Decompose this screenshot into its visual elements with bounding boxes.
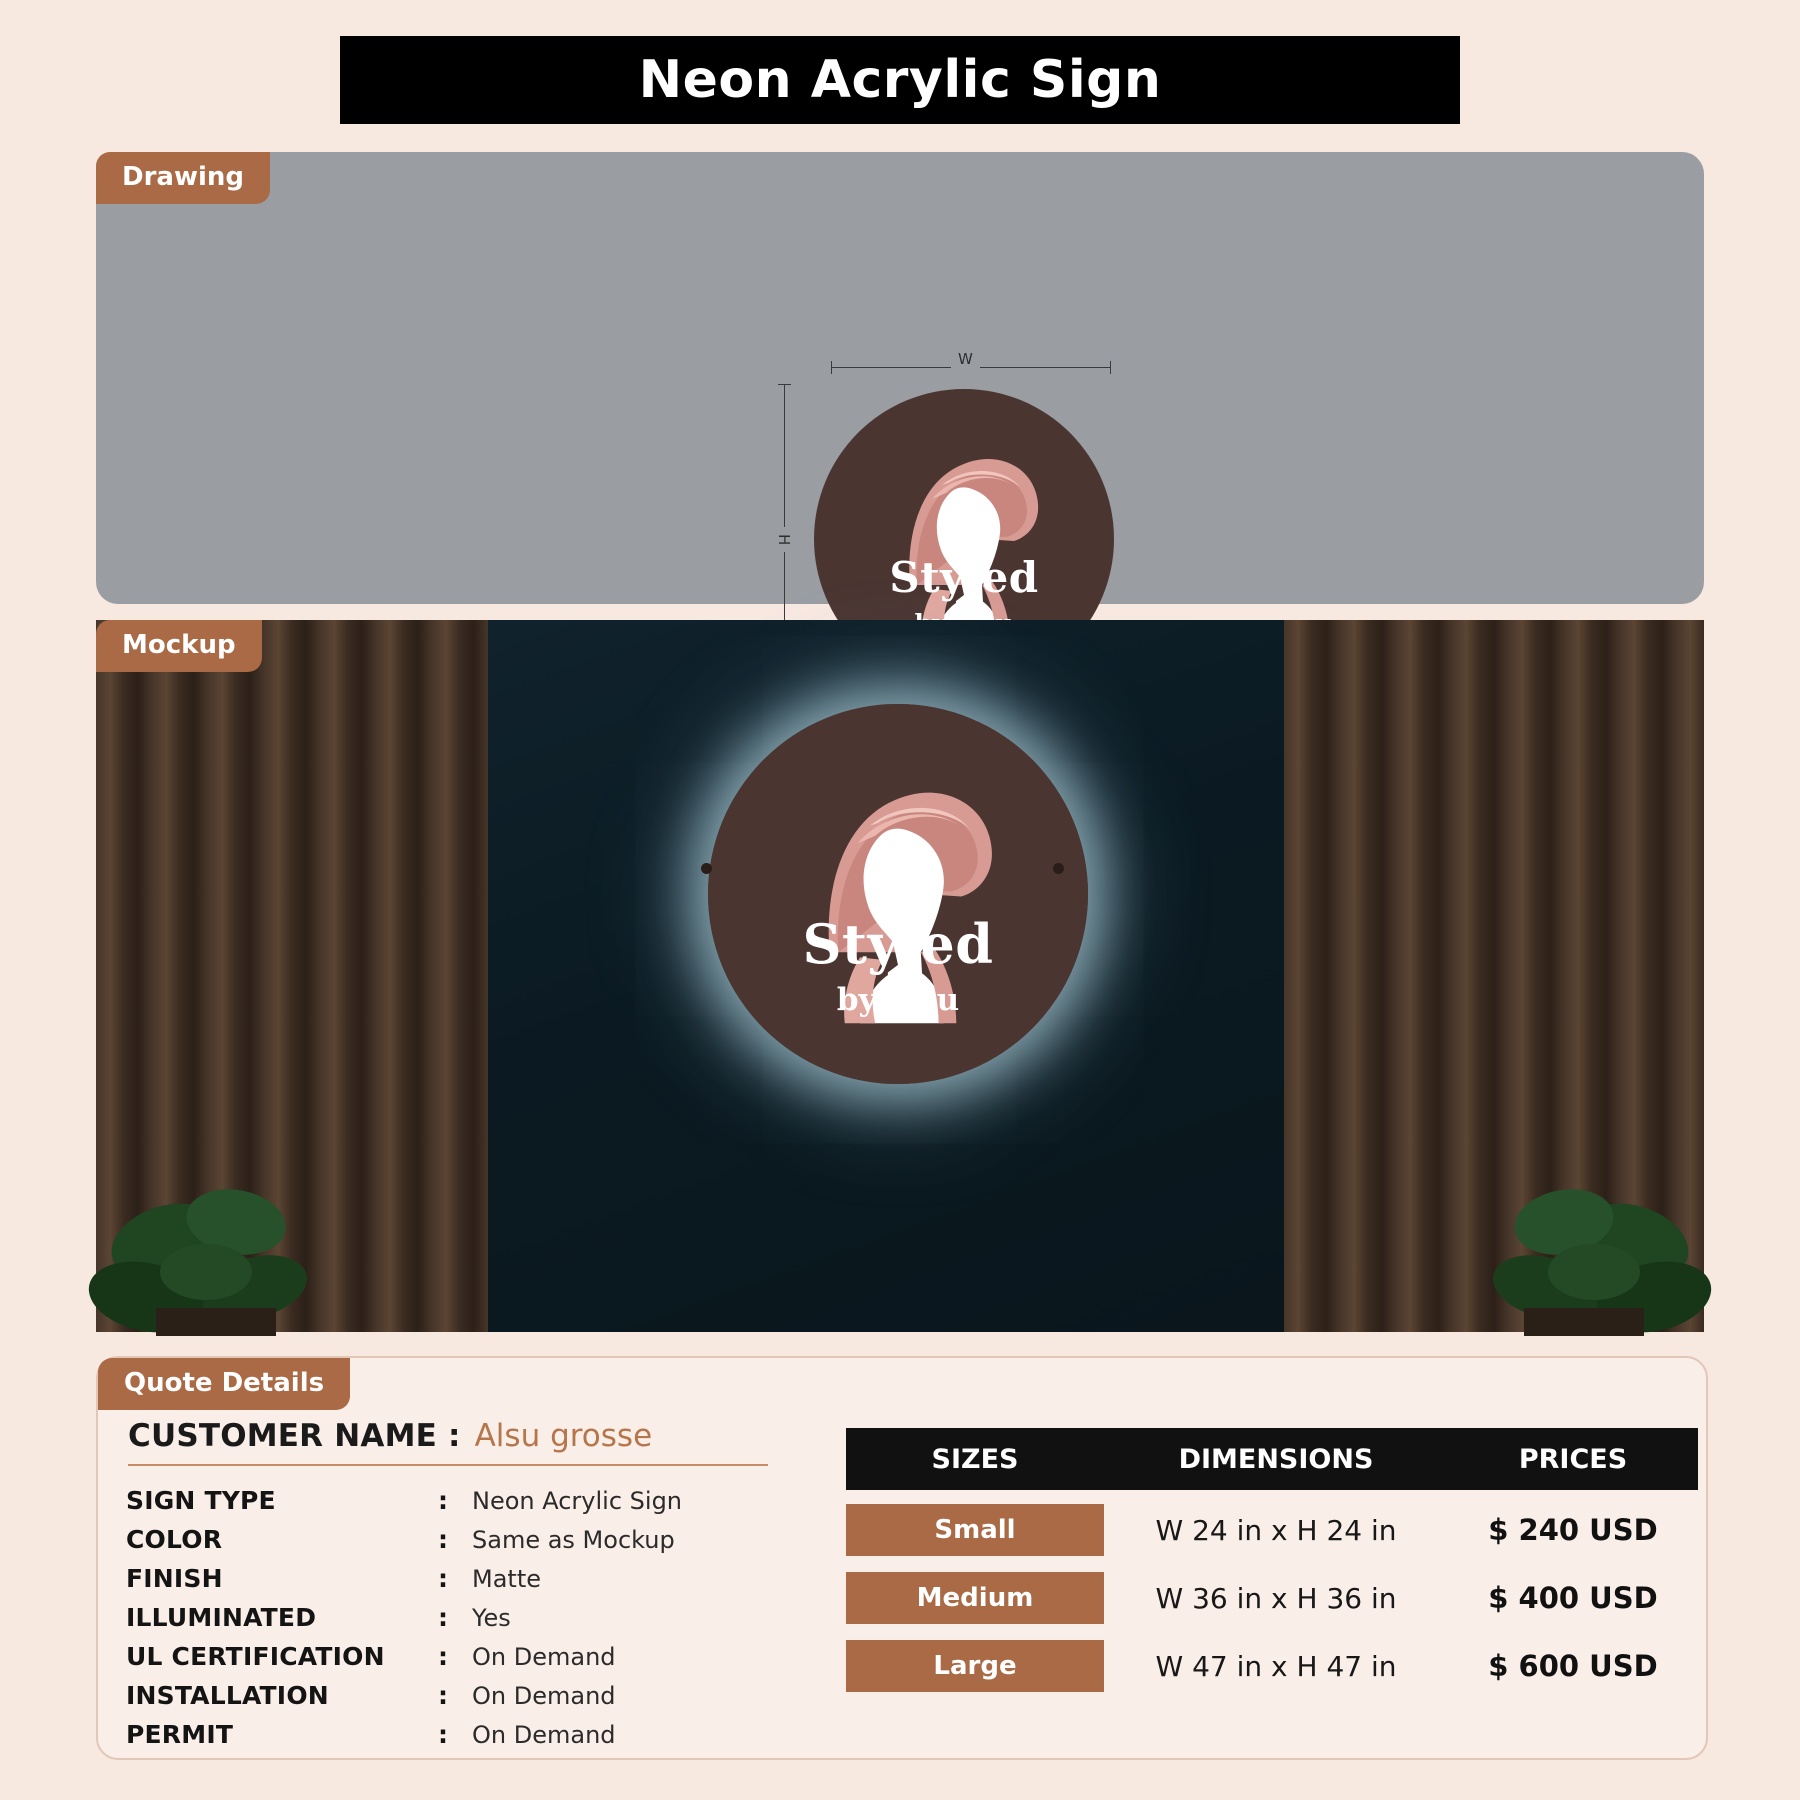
spec-key: COLOR <box>126 1525 223 1554</box>
size-label: Medium <box>846 1572 1104 1624</box>
quote-tab-label: Quote Details <box>98 1358 350 1410</box>
mockup-tab-label: Mockup <box>96 620 262 672</box>
plant-right <box>1404 1102 1704 1332</box>
spec-key: PERMIT <box>126 1720 234 1749</box>
spec-row <box>126 1603 766 1632</box>
spec-value: Same as Mockup <box>472 1526 675 1554</box>
spec-key: INSTALLATION <box>126 1681 329 1710</box>
page-title-bar <box>340 36 1460 124</box>
pricing-table-header <box>846 1428 1698 1490</box>
spec-separator: : <box>438 1681 448 1710</box>
spec-value: On Demand <box>472 1721 616 1749</box>
spec-separator: : <box>438 1603 448 1632</box>
size-label: Large <box>846 1640 1104 1692</box>
spec-separator: : <box>438 1642 448 1671</box>
drawing-canvas <box>96 152 1704 604</box>
spec-list <box>126 1486 766 1759</box>
spec-value: On Demand <box>472 1643 616 1671</box>
drawing-panel <box>96 152 1704 604</box>
mockup-sign <box>708 704 1088 1084</box>
logo-disc-mockup <box>708 704 1088 1084</box>
spec-key: UL CERTIFICATION <box>126 1642 385 1671</box>
spec-key: ILLUMINATED <box>126 1603 317 1632</box>
customer-name-row <box>128 1418 768 1466</box>
spec-row <box>126 1642 766 1671</box>
header-sizes: SIZES <box>931 1443 1019 1475</box>
price-value: $ 240 USD <box>1488 1513 1658 1547</box>
price-value: $ 600 USD <box>1488 1649 1658 1683</box>
price-value: $ 400 USD <box>1488 1581 1658 1615</box>
mounting-screw <box>1053 863 1064 874</box>
spec-value: Yes <box>472 1604 511 1632</box>
spec-value: On Demand <box>472 1682 616 1710</box>
height-dimension-label: H <box>775 527 793 552</box>
spec-row <box>126 1525 766 1554</box>
table-row <box>846 1502 1698 1558</box>
dimensions-value: W 36 in x H 36 in <box>1155 1581 1397 1615</box>
spec-value: Neon Acrylic Sign <box>472 1487 683 1515</box>
spec-value: Matte <box>472 1565 541 1593</box>
header-prices: PRICES <box>1518 1443 1628 1475</box>
spec-key: FINISH <box>126 1564 223 1593</box>
size-label: Small <box>846 1504 1104 1556</box>
mockup-panel <box>96 620 1704 1332</box>
plant-left <box>96 1102 396 1332</box>
woman-silhouette-icon <box>708 704 1088 1084</box>
logo-name: Styled <box>889 553 1039 602</box>
page-title: Neon Acrylic Sign <box>638 50 1162 110</box>
logo-subtitle: by alsu <box>836 982 960 1018</box>
spec-separator: : <box>438 1720 448 1749</box>
spec-row <box>126 1681 766 1710</box>
customer-name-label: CUSTOMER NAME : <box>128 1418 461 1454</box>
drawing-tab-label: Drawing <box>96 152 270 204</box>
spec-row <box>126 1720 766 1749</box>
pricing-table <box>846 1428 1698 1694</box>
header-dimensions: DIMENSIONS <box>1178 1443 1374 1475</box>
logo-name: Styled <box>802 912 994 976</box>
spec-key: SIGN TYPE <box>126 1486 276 1515</box>
table-row <box>846 1638 1698 1694</box>
customer-name-value: Alsu grosse <box>474 1418 653 1454</box>
spec-separator: : <box>438 1486 448 1515</box>
dimensions-value: W 47 in x H 47 in <box>1155 1649 1397 1683</box>
table-row <box>846 1570 1698 1626</box>
spec-row <box>126 1486 766 1515</box>
spec-row <box>126 1564 766 1593</box>
width-dimension-label: W <box>951 350 980 368</box>
spec-separator: : <box>438 1525 448 1554</box>
spec-separator: : <box>438 1564 448 1593</box>
mounting-screw <box>701 863 712 874</box>
dimensions-value: W 24 in x H 24 in <box>1155 1513 1397 1547</box>
